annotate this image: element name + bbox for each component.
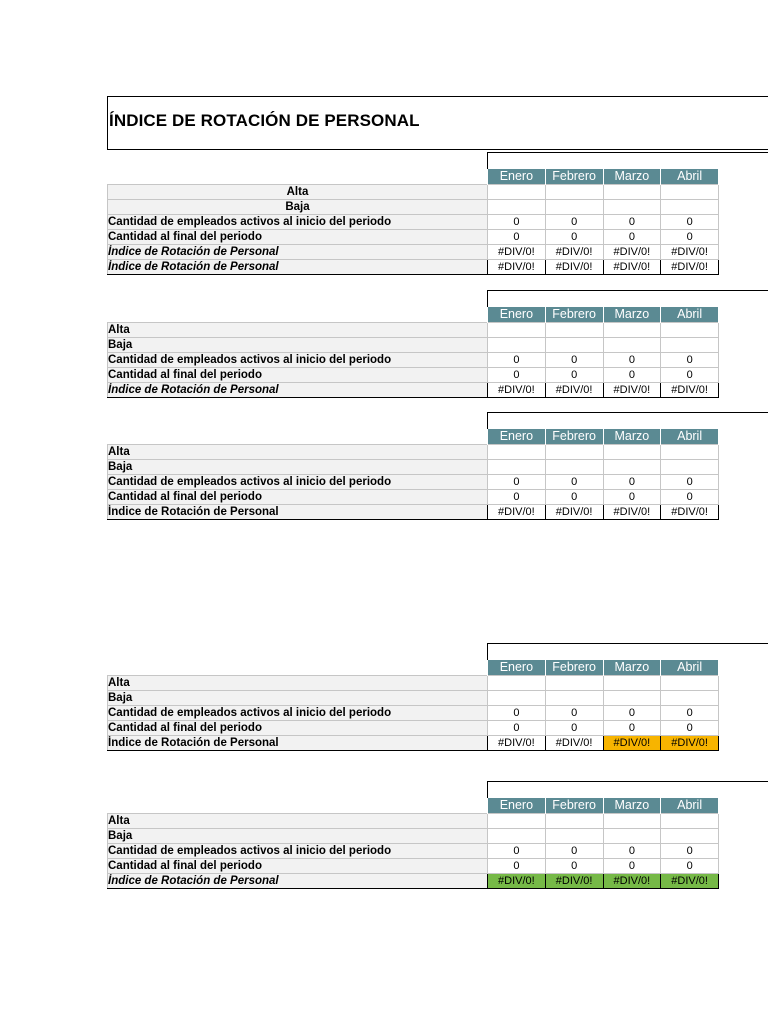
value-cell[interactable]: [545, 813, 603, 828]
value-cell[interactable]: 0: [603, 843, 661, 858]
value-cell[interactable]: #DIV/0!: [488, 735, 546, 750]
header-merged-cell[interactable]: [487, 643, 768, 660]
value-cell[interactable]: [603, 675, 661, 690]
table-row: [108, 352, 719, 367]
value-cell[interactable]: [603, 690, 661, 705]
value-cell[interactable]: [545, 828, 603, 843]
value-cell[interactable]: 0: [661, 474, 719, 489]
value-cell[interactable]: [661, 690, 719, 705]
row-label[interactable]: Cantidad al final del periodo: [108, 367, 488, 382]
value-cell[interactable]: [661, 813, 719, 828]
month-header[interactable]: Abril: [661, 307, 719, 322]
table-row: [108, 813, 719, 828]
value-cell[interactable]: 0: [545, 474, 603, 489]
rotation-table-3: [107, 429, 719, 520]
value-cell[interactable]: #DIV/0!: [488, 244, 546, 259]
value-cell[interactable]: 0: [545, 367, 603, 382]
table-row: [108, 184, 719, 199]
value-cell[interactable]: 0: [603, 214, 661, 229]
value-cell[interactable]: 0: [661, 367, 719, 382]
value-cell[interactable]: 0: [545, 229, 603, 244]
row-label[interactable]: Cantidad al final del periodo: [108, 720, 488, 735]
value-cell[interactable]: [603, 444, 661, 459]
table-row: [108, 705, 719, 720]
month-header[interactable]: Marzo: [603, 307, 661, 322]
row-label[interactable]: Índice de Rotación de Personal: [108, 382, 488, 397]
value-cell[interactable]: [545, 675, 603, 690]
title-box: [107, 96, 768, 150]
value-cell[interactable]: [488, 199, 546, 214]
value-cell[interactable]: [603, 813, 661, 828]
table-row: [108, 382, 719, 397]
table-row: [108, 214, 719, 229]
month-header[interactable]: Enero: [488, 307, 546, 322]
header-merged-cell[interactable]: [487, 412, 768, 429]
value-cell[interactable]: 0: [488, 843, 546, 858]
value-cell[interactable]: 0: [661, 352, 719, 367]
row-label[interactable]: Baja: [108, 690, 488, 705]
value-cell[interactable]: 0: [603, 474, 661, 489]
header-blank: [108, 429, 488, 444]
rotation-table-1: [107, 169, 719, 275]
row-label[interactable]: Cantidad de empleados activos al inicio del periodo: [108, 843, 488, 858]
row-label[interactable]: Cantidad al final del periodo: [108, 858, 488, 873]
month-header[interactable]: Febrero: [545, 660, 603, 675]
month-header[interactable]: Marzo: [603, 798, 661, 813]
month-header[interactable]: Abril: [661, 660, 719, 675]
value-cell[interactable]: [661, 322, 719, 337]
table-row: [108, 444, 719, 459]
month-header[interactable]: Marzo: [603, 169, 661, 184]
value-cell[interactable]: 0: [661, 214, 719, 229]
value-cell[interactable]: [603, 828, 661, 843]
row-label[interactable]: Alta: [108, 675, 488, 690]
value-cell[interactable]: [545, 690, 603, 705]
value-cell[interactable]: [545, 459, 603, 474]
value-cell[interactable]: 0: [488, 720, 546, 735]
value-cell[interactable]: 0: [545, 720, 603, 735]
header-blank: [108, 660, 488, 675]
value-cell[interactable]: 0: [488, 858, 546, 873]
table-row: [108, 843, 719, 858]
table-row: [108, 720, 719, 735]
value-cell[interactable]: 0: [488, 367, 546, 382]
value-cell[interactable]: #DIV/0!: [661, 259, 719, 274]
value-cell[interactable]: [545, 322, 603, 337]
value-cell[interactable]: [603, 337, 661, 352]
value-cell[interactable]: 0: [603, 367, 661, 382]
table-row: [108, 675, 719, 690]
value-cell[interactable]: #DIV/0!: [603, 382, 661, 397]
rotation-table-5: [107, 798, 719, 889]
value-cell[interactable]: [661, 675, 719, 690]
value-cell-highlight[interactable]: #DIV/0!: [661, 873, 719, 888]
table-row: [108, 259, 719, 274]
table-row: [108, 199, 719, 214]
table-row: [108, 322, 719, 337]
month-header[interactable]: Marzo: [603, 660, 661, 675]
row-label[interactable]: Cantidad al final del periodo: [108, 229, 488, 244]
value-cell[interactable]: [603, 459, 661, 474]
value-cell[interactable]: 0: [545, 843, 603, 858]
month-header[interactable]: Febrero: [545, 798, 603, 813]
value-cell[interactable]: [488, 444, 546, 459]
value-cell[interactable]: [661, 828, 719, 843]
header-blank: [108, 169, 488, 184]
table-row: [108, 367, 719, 382]
value-cell[interactable]: [661, 337, 719, 352]
table-row: [108, 690, 719, 705]
table-row: [108, 244, 719, 259]
value-cell[interactable]: 0: [488, 474, 546, 489]
value-cell[interactable]: #DIV/0!: [661, 244, 719, 259]
row-label[interactable]: Cantidad de empleados activos al inicio del periodo: [108, 705, 488, 720]
value-cell[interactable]: [545, 199, 603, 214]
value-cell[interactable]: 0: [545, 858, 603, 873]
value-cell[interactable]: #DIV/0!: [545, 504, 603, 519]
month-header[interactable]: Abril: [661, 798, 719, 813]
row-label[interactable]: Alta: [108, 322, 488, 337]
month-header[interactable]: Marzo: [603, 429, 661, 444]
value-cell[interactable]: [488, 337, 546, 352]
value-cell[interactable]: 0: [661, 843, 719, 858]
value-cell-highlight[interactable]: #DIV/0!: [545, 873, 603, 888]
row-label[interactable]: Baja: [108, 459, 488, 474]
value-cell[interactable]: 0: [488, 352, 546, 367]
value-cell[interactable]: [603, 199, 661, 214]
value-cell[interactable]: 0: [488, 489, 546, 504]
value-cell[interactable]: #DIV/0!: [488, 382, 546, 397]
value-cell[interactable]: [488, 690, 546, 705]
row-label[interactable]: Cantidad de empleados activos al inicio del periodo: [108, 214, 488, 229]
row-label[interactable]: Cantidad de empleados activos al inicio del periodo: [108, 352, 488, 367]
value-cell-highlight[interactable]: #DIV/0!: [603, 735, 661, 750]
table-row: [108, 489, 719, 504]
value-cell[interactable]: [661, 444, 719, 459]
value-cell[interactable]: #DIV/0!: [603, 244, 661, 259]
value-cell[interactable]: 0: [661, 229, 719, 244]
row-label[interactable]: Cantidad al final del periodo: [108, 489, 488, 504]
month-header[interactable]: Enero: [488, 660, 546, 675]
header-blank: [108, 307, 488, 322]
rotation-table-2: [107, 307, 719, 398]
table-row: [108, 459, 719, 474]
value-cell[interactable]: [488, 813, 546, 828]
month-header[interactable]: Febrero: [545, 169, 603, 184]
value-cell[interactable]: [488, 675, 546, 690]
header-merged-cell[interactable]: [487, 781, 768, 798]
value-cell[interactable]: #DIV/0!: [488, 504, 546, 519]
value-cell[interactable]: [545, 184, 603, 199]
row-label[interactable]: Alta: [108, 813, 488, 828]
value-cell[interactable]: 0: [661, 489, 719, 504]
value-cell[interactable]: 0: [603, 858, 661, 873]
header-merged-cell[interactable]: [487, 290, 768, 307]
month-header[interactable]: Febrero: [545, 429, 603, 444]
value-cell[interactable]: #DIV/0!: [661, 504, 719, 519]
value-cell[interactable]: #DIV/0!: [545, 259, 603, 274]
value-cell[interactable]: 0: [545, 352, 603, 367]
table-row: [108, 735, 719, 750]
value-cell[interactable]: 0: [545, 489, 603, 504]
value-cell[interactable]: #DIV/0!: [545, 382, 603, 397]
row-label[interactable]: Índice de Rotación de Personal: [108, 259, 488, 274]
table-row: [108, 229, 719, 244]
value-cell[interactable]: [488, 322, 546, 337]
value-cell[interactable]: 0: [603, 705, 661, 720]
value-cell[interactable]: 0: [661, 705, 719, 720]
row-label[interactable]: Baja: [108, 828, 488, 843]
value-cell[interactable]: [545, 444, 603, 459]
value-cell[interactable]: 0: [488, 705, 546, 720]
value-cell-highlight[interactable]: #DIV/0!: [603, 873, 661, 888]
value-cell[interactable]: [545, 337, 603, 352]
page-title: ÍNDICE DE ROTACIÓN DE PERSONAL: [109, 111, 420, 130]
value-cell[interactable]: 0: [661, 858, 719, 873]
month-header[interactable]: Enero: [488, 169, 546, 184]
value-cell[interactable]: #DIV/0!: [603, 504, 661, 519]
value-cell[interactable]: [603, 184, 661, 199]
table-row: [108, 858, 719, 873]
month-header[interactable]: Enero: [488, 798, 546, 813]
row-label[interactable]: Índice de Rotación de Personal: [108, 244, 488, 259]
row-label[interactable]: Índice de Rotación de Personal: [108, 873, 488, 888]
value-cell[interactable]: [603, 322, 661, 337]
value-cell[interactable]: 0: [603, 229, 661, 244]
row-label[interactable]: Índice de Rotación de Personal: [108, 504, 488, 519]
table-row: [108, 504, 719, 519]
row-label[interactable]: Índice de Rotación de Personal: [108, 735, 488, 750]
rotation-table-4: [107, 660, 719, 751]
table-row: [108, 337, 719, 352]
row-label[interactable]: Alta: [108, 444, 488, 459]
value-cell[interactable]: #DIV/0!: [545, 244, 603, 259]
value-cell-highlight[interactable]: #DIV/0!: [488, 873, 546, 888]
table-row: [108, 873, 719, 888]
value-cell[interactable]: 0: [603, 720, 661, 735]
month-header[interactable]: Abril: [661, 429, 719, 444]
value-cell[interactable]: #DIV/0!: [545, 735, 603, 750]
value-cell[interactable]: #DIV/0!: [661, 382, 719, 397]
value-cell[interactable]: 0: [545, 214, 603, 229]
row-label[interactable]: Baja: [108, 199, 488, 214]
value-cell[interactable]: 0: [661, 720, 719, 735]
table-row: [108, 474, 719, 489]
row-label[interactable]: Baja: [108, 337, 488, 352]
value-cell[interactable]: [661, 459, 719, 474]
header-blank: [108, 798, 488, 813]
row-label[interactable]: Cantidad de empleados activos al inicio del periodo: [108, 474, 488, 489]
value-cell[interactable]: #DIV/0!: [603, 259, 661, 274]
header-merged-cell[interactable]: [487, 152, 768, 169]
month-header[interactable]: Enero: [488, 429, 546, 444]
value-cell[interactable]: 0: [488, 214, 546, 229]
value-cell[interactable]: 0: [488, 229, 546, 244]
value-cell[interactable]: 0: [603, 352, 661, 367]
table-row: [108, 828, 719, 843]
value-cell[interactable]: [488, 828, 546, 843]
row-label[interactable]: Alta: [108, 184, 488, 199]
value-cell[interactable]: #DIV/0!: [488, 259, 546, 274]
value-cell-highlight[interactable]: #DIV/0!: [661, 735, 719, 750]
month-header[interactable]: Febrero: [545, 307, 603, 322]
month-header[interactable]: Abril: [661, 169, 719, 184]
value-cell[interactable]: [661, 184, 719, 199]
value-cell[interactable]: 0: [603, 489, 661, 504]
value-cell[interactable]: 0: [545, 705, 603, 720]
value-cell[interactable]: [488, 459, 546, 474]
value-cell[interactable]: [488, 184, 546, 199]
value-cell[interactable]: [661, 199, 719, 214]
